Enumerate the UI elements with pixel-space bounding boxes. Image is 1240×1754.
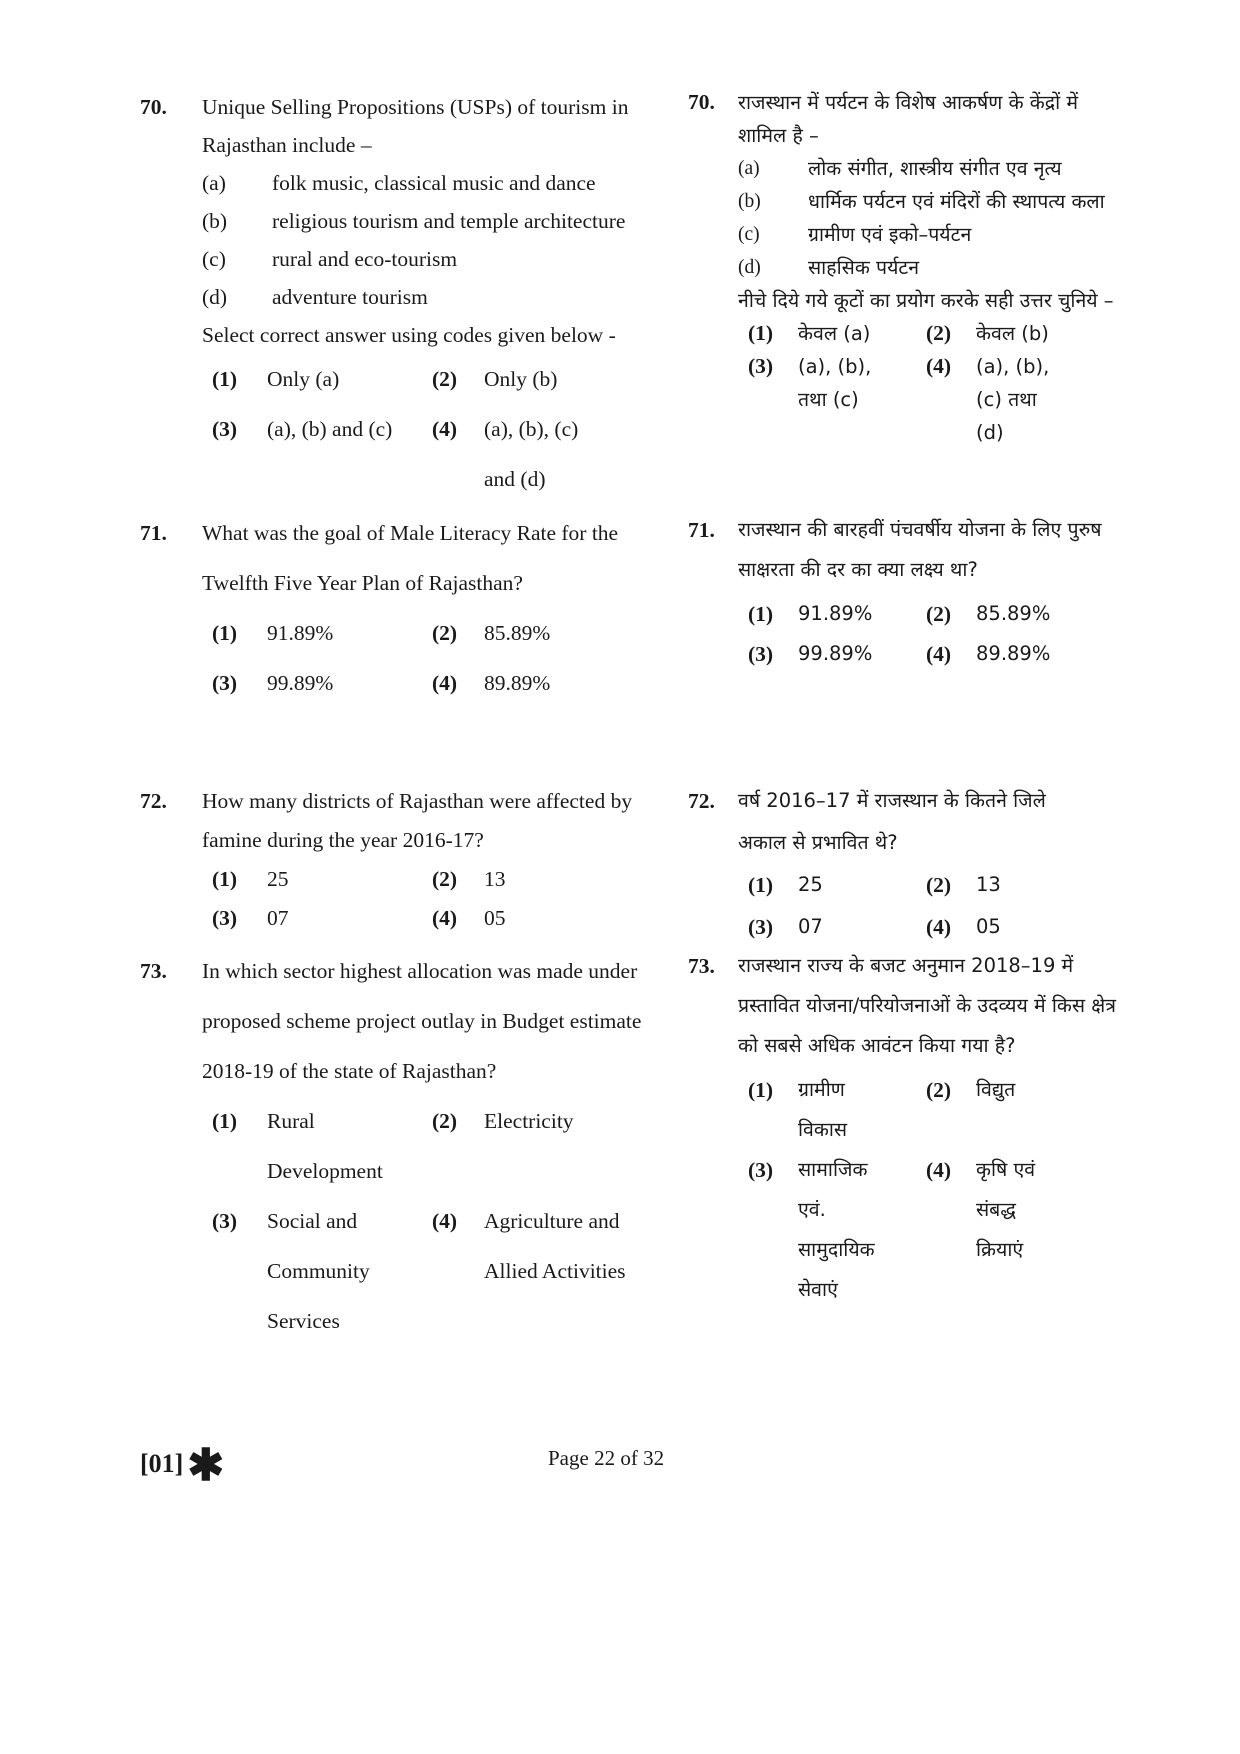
option-number: (3) [748, 642, 774, 666]
question-number: 73. [140, 959, 167, 983]
option-text: 25 [798, 873, 823, 896]
option-number: (2) [432, 1109, 458, 1133]
answer-options [748, 317, 1118, 449]
statement-list [202, 164, 680, 316]
option-number: (4) [432, 671, 458, 695]
question-number: 72. [688, 789, 715, 813]
question-70-en [140, 88, 680, 504]
option-text: 85.89% [976, 602, 1051, 625]
option-number: (2) [926, 602, 952, 626]
option-text: कृषि एवं संबद्ध क्रियाएं [976, 1158, 1036, 1261]
option-number: (4) [926, 642, 952, 666]
option-text: (a), (b), (c) and (d) [484, 417, 579, 491]
option-number: (4) [432, 417, 458, 441]
question-text: राजस्थान की बारहवीं पंचवर्षीय योजना के लिए पुरुष साक्षरता की दर का क्या लक्ष्य था? [738, 518, 1102, 581]
option-text: 13 [484, 867, 506, 891]
question-number: 71. [688, 518, 715, 542]
statement-item: (b) धार्मिक पर्यटन एवं मंदिरों की स्थापत्य कला [738, 190, 1105, 213]
option-number: (1) [212, 367, 238, 391]
option-number: (2) [432, 867, 458, 891]
option-text: Only (b) [484, 367, 558, 391]
statement-item: (d) adventure tourism [202, 285, 428, 309]
question-number: 72. [140, 789, 167, 813]
statement-item: (b) religious tourism and temple architecture [202, 209, 626, 233]
option-number: (3) [212, 671, 238, 695]
question-text: वर्ष 2016–17 में राजस्थान के कितने जिले अकाल से प्रभावित थे? [738, 789, 1046, 854]
option-number: (4) [926, 915, 952, 939]
question-number: 70. [688, 90, 715, 114]
option-text: 25 [267, 867, 289, 891]
option-text: Social and Community Services [267, 1209, 370, 1333]
option-text: (a), (b), (c) तथा (d) [976, 355, 1050, 444]
option-text: Agriculture and Allied Activities [484, 1209, 626, 1283]
statement-list [738, 152, 1118, 284]
option-number: (3) [748, 1158, 774, 1182]
option-text: केवल (b) [976, 322, 1049, 345]
question-73-hi [688, 946, 1118, 1310]
option-number: (3) [212, 1209, 238, 1233]
option-text: 07 [267, 906, 289, 930]
option-text: 89.89% [484, 671, 551, 695]
option-number: (3) [212, 417, 238, 441]
answer-options [212, 354, 680, 504]
option-text: सामाजिक एवं. सामुदायिक सेवाएं [798, 1158, 875, 1301]
option-number: (3) [212, 906, 238, 930]
option-text: Only (a) [267, 367, 340, 391]
question-number: 70. [140, 95, 167, 119]
option-number: (3) [748, 354, 774, 378]
answer-options [212, 1096, 680, 1346]
option-text: केवल (a) [798, 322, 871, 345]
option-number: (4) [926, 354, 952, 378]
statement-item: (a) folk music, classical music and dance [202, 171, 596, 195]
option-text: 85.89% [484, 621, 551, 645]
instruction: Select correct answer using codes given below - [202, 323, 616, 347]
option-text: 05 [976, 915, 1001, 938]
option-text: ग्रामीण विकास [798, 1078, 848, 1141]
page-number: Page 22 of 32 [548, 1446, 665, 1470]
question-number: 73. [688, 954, 715, 978]
option-number: (1) [212, 621, 238, 645]
option-text: (a), (b) and (c) [267, 417, 393, 441]
answer-options [748, 1070, 1118, 1310]
asterisk-icon: ✱ [187, 1441, 225, 1490]
question-text: राजस्थान में पर्यटन के विशेष आकर्षण के केंद्रों में शामिल है – [738, 91, 1079, 147]
option-number: (3) [748, 915, 774, 939]
option-number: (4) [432, 1209, 458, 1233]
question-text: राजस्थान राज्य के बजट अनुमान 2018–19 में प्रस्तावित योजना/परियोजनाओं के उदव्यय में किस क्षेत्र को सबसे अधिक आवंटन किया गया है? [738, 954, 1116, 1057]
option-text: 05 [484, 906, 506, 930]
option-text: (a), (b), तथा (c) [798, 355, 872, 411]
booklet-code: [01]✱ [140, 1441, 225, 1490]
option-number: (2) [926, 321, 952, 345]
statement-item: (c) ग्रामीण एवं इको–पर्यटन [738, 223, 972, 246]
statement-item: (d) साहसिक पर्यटन [738, 256, 920, 279]
option-text: विद्युत [976, 1078, 1016, 1101]
option-text: 99.89% [267, 671, 334, 695]
option-number: (2) [432, 367, 458, 391]
option-number: (2) [926, 1078, 952, 1102]
question-text: What was the goal of Male Literacy Rate for the Twelfth Five Year Plan of Rajasthan? [202, 521, 619, 595]
statement-item: (a) लोक संगीत, शास्त्रीय संगीत एव नृत्य [738, 157, 1062, 180]
question-72-en [140, 782, 680, 938]
option-number: (4) [432, 906, 458, 930]
question-71-en [140, 508, 680, 708]
option-text: 89.89% [976, 642, 1051, 665]
option-number: (1) [748, 602, 774, 626]
option-text: 91.89% [267, 621, 334, 645]
option-number: (1) [748, 873, 774, 897]
answer-options [212, 860, 680, 938]
question-70-hi [688, 86, 1118, 449]
option-text: 91.89% [798, 602, 873, 625]
statement-item: (c) rural and eco-tourism [202, 247, 458, 271]
option-number: (1) [748, 1078, 774, 1102]
option-number: (1) [748, 321, 774, 345]
option-text: Electricity [484, 1109, 574, 1133]
answer-options [748, 864, 1118, 948]
question-73-en [140, 946, 680, 1346]
question-text: In which sector highest allocation was made under proposed scheme project outlay in Budget estimate 2018-19 of the state of Rajasthan? [202, 959, 642, 1083]
question-71-hi [688, 510, 1118, 674]
option-text: 13 [976, 873, 1001, 896]
option-number: (4) [926, 1158, 952, 1182]
option-text: 99.89% [798, 642, 873, 665]
question-72-hi [688, 780, 1118, 948]
option-number: (2) [926, 873, 952, 897]
option-text: 07 [798, 915, 823, 938]
option-number: (1) [212, 1109, 238, 1133]
answer-options [212, 608, 680, 708]
option-text: Rural Development [267, 1109, 383, 1183]
question-text: Unique Selling Propositions (USPs) of tourism in Rajasthan include – [202, 95, 629, 157]
question-number: 71. [140, 521, 167, 545]
instruction: नीचे दिये गये कूटों का प्रयोग करके सही उत्तर चुनिये – [738, 289, 1114, 312]
question-text: How many districts of Rajasthan were affected by famine during the year 2016-17? [202, 789, 633, 852]
option-number: (1) [212, 867, 238, 891]
answer-options [748, 594, 1118, 674]
option-number: (2) [432, 621, 458, 645]
